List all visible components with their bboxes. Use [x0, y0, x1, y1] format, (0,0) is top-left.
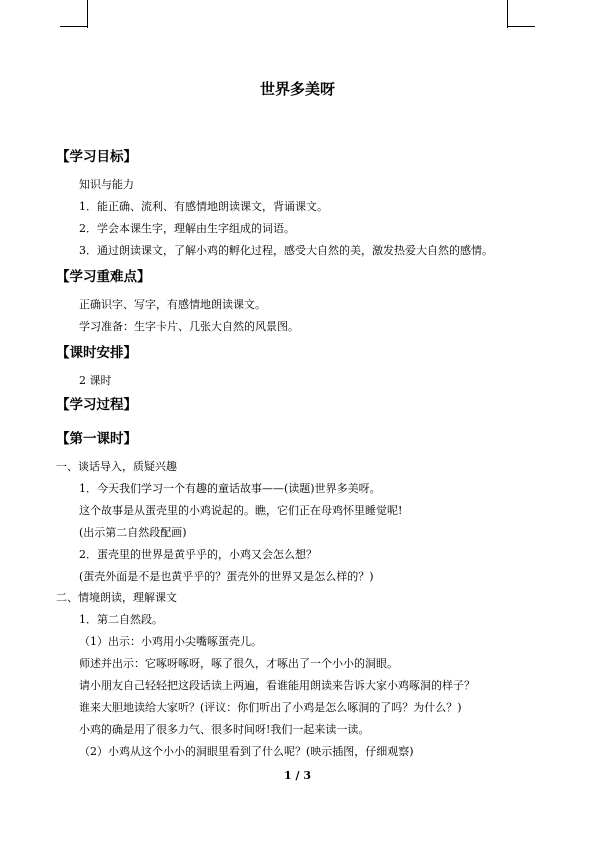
paragraph: 学习准备：生字卡片、几张大自然的风景图。: [79, 320, 299, 333]
crop-mark: [507, 26, 535, 27]
section-heading-key-points: 【学习重难点】: [56, 269, 151, 285]
crop-mark: [60, 26, 88, 27]
paragraph: (蛋壳外面是不是也黄乎乎的？蛋壳外的世界又是怎么样的？): [79, 570, 374, 583]
paragraph: 2．学会本课生字，理解由生字组成的词语。: [79, 222, 295, 235]
paragraph: 2．蛋壳里的世界是黄乎乎的，小鸡又会怎么想？: [79, 548, 317, 561]
paragraph: 正确识字、写字，有感情地朗读课文。: [79, 298, 266, 311]
section-heading-objectives: 【学习目标】: [56, 149, 137, 165]
paragraph: 这个故事是从蛋壳里的小鸡说起的。瞧，它们正在母鸡怀里睡觉呢!: [79, 504, 403, 517]
paragraph: 1．能正确、流利、有感情地朗读课文，背诵课文。: [79, 200, 328, 213]
paragraph: 知识与能力: [79, 178, 134, 191]
page-number: 1 / 3: [284, 769, 311, 782]
paragraph: 一、谈话导入，质疑兴趣: [56, 460, 177, 473]
section-heading-first-lesson: 【第一课时】: [56, 431, 137, 447]
paragraph: (出示第二自然段配画): [79, 526, 187, 539]
paragraph: 1．第二自然段。: [79, 613, 163, 626]
paragraph: 请小朋友自己轻轻把这段话读上两遍，看谁能用朗读来告诉大家小鸡啄洞的样子？: [79, 679, 475, 692]
paragraph: 3．通过朗读课文，了解小鸡的孵化过程，感受大自然的美，激发热爱大自然的感情。: [79, 244, 493, 257]
paragraph: 师述并出示：它啄呀啄呀，啄了很久，才啄出了一个小小的洞眼。: [79, 657, 398, 670]
paragraph: （2）小鸡从这个小小的洞眼里看到了什么呢？(映示插图，仔细观察): [79, 745, 414, 758]
section-heading-process: 【学习过程】: [56, 397, 137, 413]
paragraph: 二、情境朗读，理解课文: [56, 591, 177, 604]
paragraph: 谁来大胆地读给大家听？(评议：你们听出了小鸡是怎么啄洞的了吗？为什么？): [79, 701, 462, 714]
paragraph: （1）出示：小鸡用小尖嘴啄蛋壳儿。: [79, 635, 262, 648]
crop-mark: [87, 0, 88, 28]
document-title: 世界多美呀: [259, 80, 335, 98]
paragraph: 小鸡的确是用了很多力气、很多时间呀!我们一起来读一读。: [79, 723, 370, 736]
paragraph: 1．今天我们学习一个有趣的童话故事——(读题)世界多美呀。: [79, 482, 381, 495]
paragraph: 2 课时: [79, 374, 112, 387]
section-heading-schedule: 【课时安排】: [56, 345, 137, 361]
crop-mark: [507, 0, 508, 28]
